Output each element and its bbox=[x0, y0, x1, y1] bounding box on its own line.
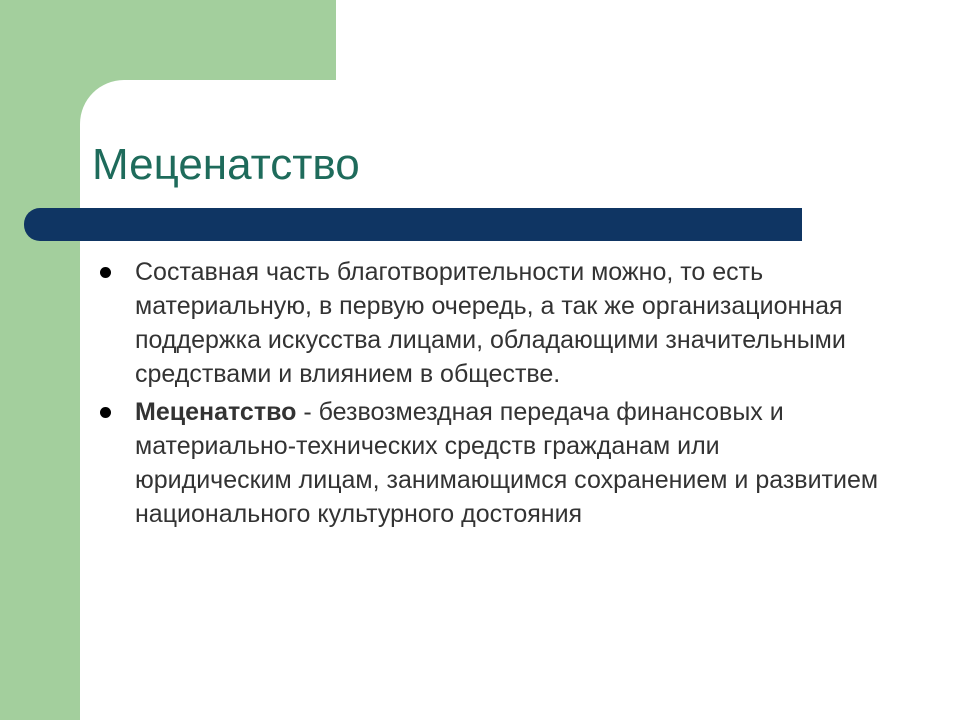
bullet-item bbox=[100, 255, 880, 391]
bullet-list bbox=[100, 255, 880, 535]
bullet-dot-icon bbox=[100, 267, 111, 278]
bullet-text-wrapper bbox=[135, 395, 880, 531]
bullet-item bbox=[100, 395, 880, 531]
slide-title: Меценатство bbox=[92, 140, 360, 189]
bullet-term: Меценатство bbox=[135, 398, 297, 426]
bullet-text: Составная часть благотворительности можно, то есть материальную, в первую очередь, а так же организационная поддержка искусства лицами, обладающими значительными средствами и влиянием в обществе. bbox=[135, 258, 846, 388]
title-underline-bar bbox=[24, 208, 802, 241]
bullet-dot-icon bbox=[100, 407, 111, 418]
bullet-text: - безвозмездная передача финансовых и материально-технических средств гражданам или юридическим лицам, занимающимся сохранением и развитием национального культурного достояния bbox=[135, 398, 879, 528]
